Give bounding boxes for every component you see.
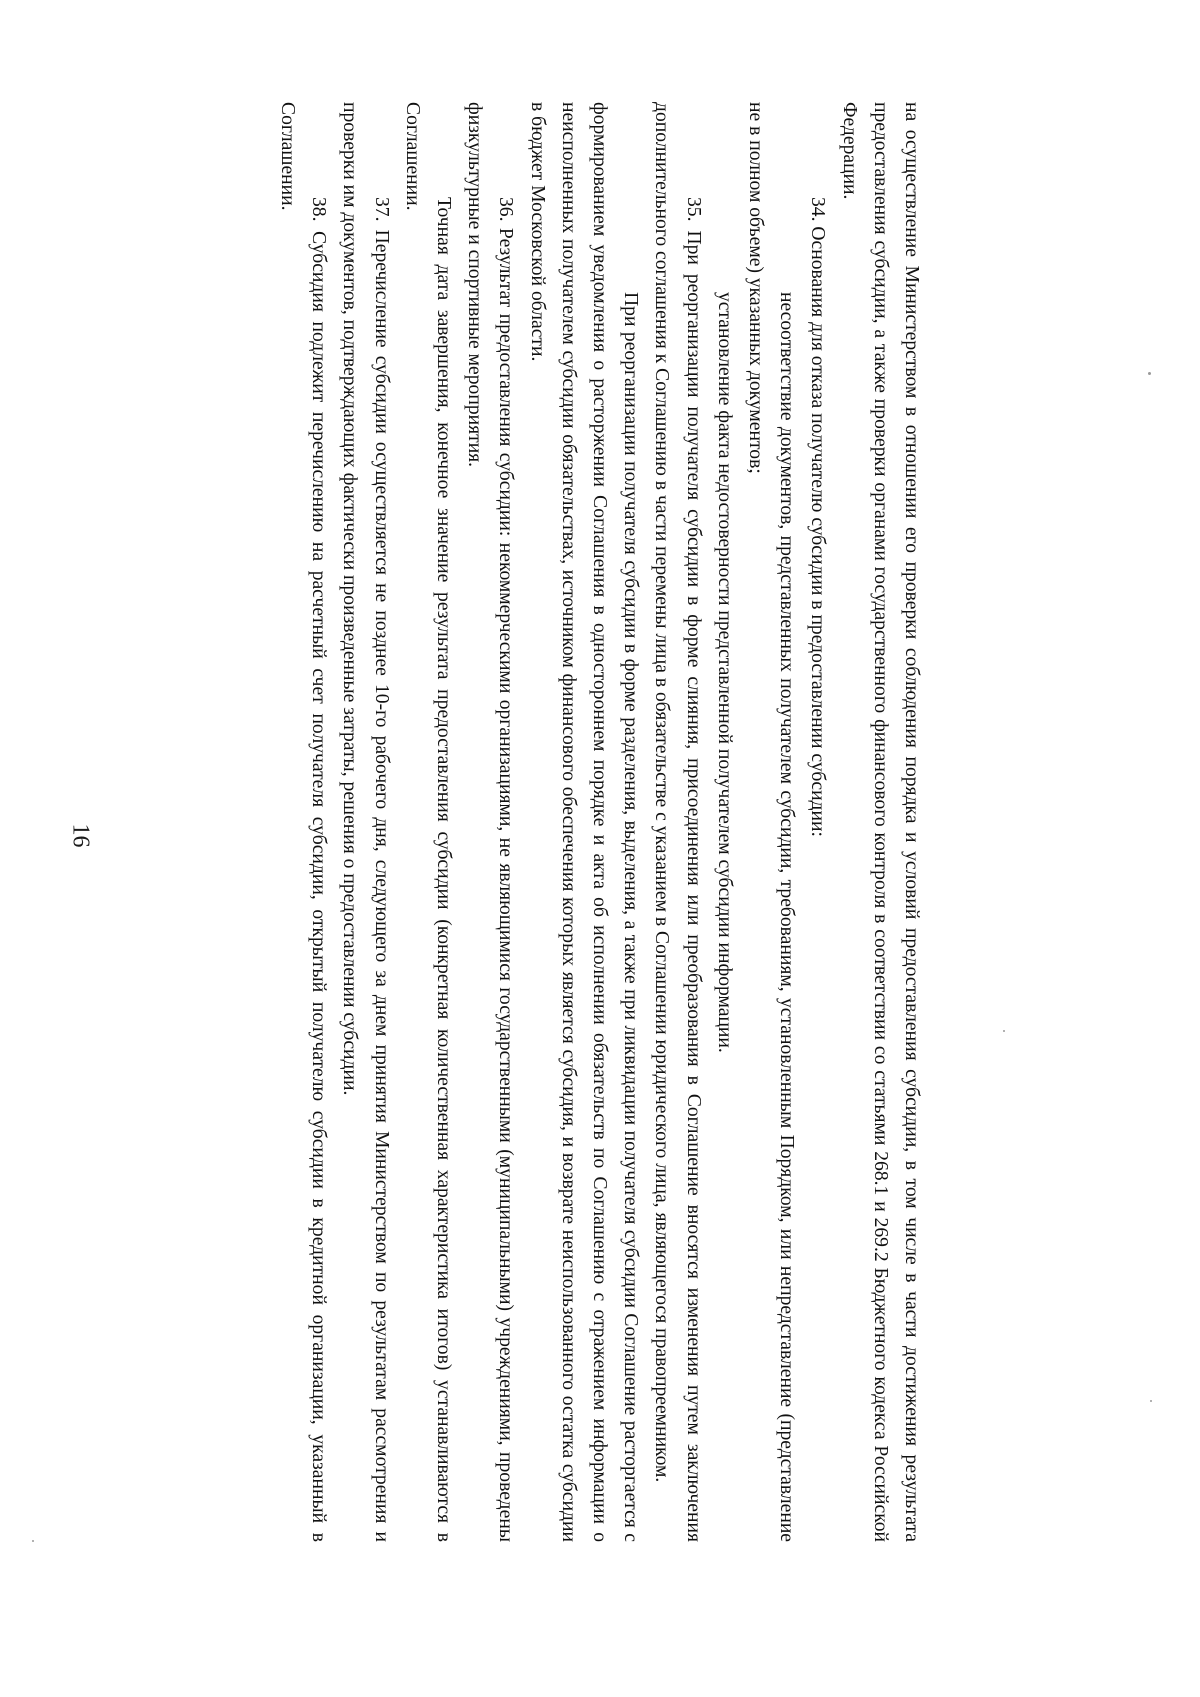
paragraph-34-item-1: несоответствие документов, представленных получателем субсидии, требованиям, установленным Порядком, или непредставление (представление не в полном объеме) указанных документов; [744, 102, 798, 1542]
paragraph-35: 35. При реорганизации получателя субсидии в форме слияния, присоединения или преобразования в Соглашение вносятся изменения путем заключения дополнительного соглашения к Соглашению в части перемены лица в обязательстве с указанием в Соглашении юридического лица, являющегося правопреемником. [651, 102, 704, 1542]
paragraph-36-date: Точная дата завершения, конечное значение результата предоставления субсидии (конкретная количественная характеристика итогов) устанавливаются в Соглашении. [401, 102, 454, 1542]
paragraph-37: 37. Перечисление субсидии осуществляется не позднее 10-го рабочего дня, следующего за днем принятия Министерством по результатам рассмотрения и проверки им документов, подтверждающих фактически произведенные затраты, решения о предоставлении субсидии. [339, 102, 392, 1542]
paragraph-36: 36. Результат предоставления субсидии: некоммерческими организациями, не являющимися государственными (муниципальными) учреждениями, проведены физкультурные и спортивные мероприятия. [464, 102, 517, 1542]
scan-speck [1148, 372, 1151, 375]
paragraph-35-reorganization: При реорганизации получателя субсидии в форме разделения, выделения, а также при ликвидации получателя субсидии Соглашение расторгается с формированием уведомления о расторжении Соглашения в одностороннем порядке и акта об исполнении обязательств по Соглашению с отражением информации о неисполненных получателем субсидии обязательствах, источником финансового обеспечения которых является субсидия, и возврате неиспользованного остатка субсидии в бюджет Московской области. [526, 102, 642, 1542]
paragraph-34-item-2: установление факта недостоверности представленной получателем субсидии информации. [713, 292, 735, 1053]
scan-speck [1003, 1030, 1005, 1032]
paragraph-continuation: на осуществление Министерством в отношении его проверки соблюдения порядка и условий предоставления субсидии, в том числе в части достижения результата предоставления субсидии, а также проверки органами государственного финансового контроля в соответствии со статьями 268.1 и 269.2 Бюджетного кодекса Российской Федерации. [838, 102, 922, 1542]
scan-speck [32, 1540, 34, 1542]
paragraph-38: 38. Субсидия подлежит перечислению на расчетный счет получателя субсидии, открытый получателю субсидии в кредитной организации, указанный в Соглашении. [276, 102, 330, 1542]
paragraph-34: 34. Основания для отказа получателю субсидии в предоставлении субсидии: [807, 197, 829, 837]
scan-speck [1150, 1400, 1152, 1402]
document-body [272, 102, 927, 1542]
page-number: 16 [67, 823, 94, 848]
